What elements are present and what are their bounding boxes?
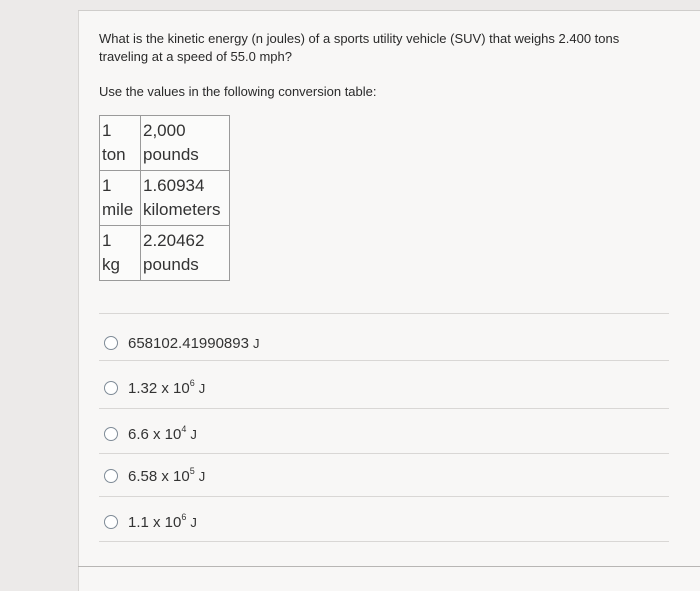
table-row	[100, 171, 230, 198]
table-cell: pounds	[141, 142, 230, 171]
table-cell: 1	[100, 116, 141, 143]
radio-button[interactable]	[104, 381, 118, 395]
divider	[99, 541, 669, 542]
option-label: 6.58 x $10^5$ J	[128, 466, 206, 485]
answer-option-3[interactable]	[104, 425, 197, 443]
card-top-border	[78, 10, 700, 11]
radio-button[interactable]	[104, 515, 118, 529]
radio-button[interactable]	[104, 469, 118, 483]
radio-button[interactable]	[104, 336, 118, 350]
option-label: 6.6 x $10^4$ J	[128, 424, 197, 443]
answer-option-4[interactable]	[104, 467, 205, 485]
radio-button[interactable]	[104, 427, 118, 441]
option-label: 1.32 x $10^6$ J	[128, 378, 206, 397]
answer-option-1[interactable]	[104, 334, 259, 352]
table-cell: 2,000	[141, 116, 230, 143]
divider	[99, 453, 669, 454]
table-row	[100, 116, 230, 143]
table-cell: 1.60934	[141, 171, 230, 198]
table-row	[100, 197, 230, 226]
table-cell: 1	[100, 171, 141, 198]
table-row	[100, 226, 230, 253]
conversion-table	[99, 115, 230, 281]
table-cell: ton	[100, 142, 141, 171]
card-bottom-border	[78, 566, 700, 567]
table-cell: kilometers	[141, 197, 230, 226]
answer-option-5[interactable]	[104, 513, 197, 531]
table-row	[100, 252, 230, 281]
table-cell: 2.20462	[141, 226, 230, 253]
option-label: 1.1 x $10^6$ J	[128, 512, 197, 531]
divider	[99, 496, 669, 497]
divider	[99, 360, 669, 361]
instruction-text: Use the values in the following conversion table:	[99, 84, 377, 99]
table-cell: 1	[100, 226, 141, 253]
divider	[99, 313, 669, 314]
option-label: 658102.41990893 J	[128, 335, 260, 352]
table-cell: pounds	[141, 252, 230, 281]
question-text: What is the kinetic energy (n joules) of a sports utility vehicle (SUV) that weighs 2.400 tons traveling at a speed of 55.0 mph?	[99, 31, 620, 64]
table-cell: mile	[100, 197, 141, 226]
divider	[99, 408, 669, 409]
table-row	[100, 142, 230, 171]
table-cell: kg	[100, 252, 141, 281]
answer-option-2[interactable]	[104, 379, 205, 397]
